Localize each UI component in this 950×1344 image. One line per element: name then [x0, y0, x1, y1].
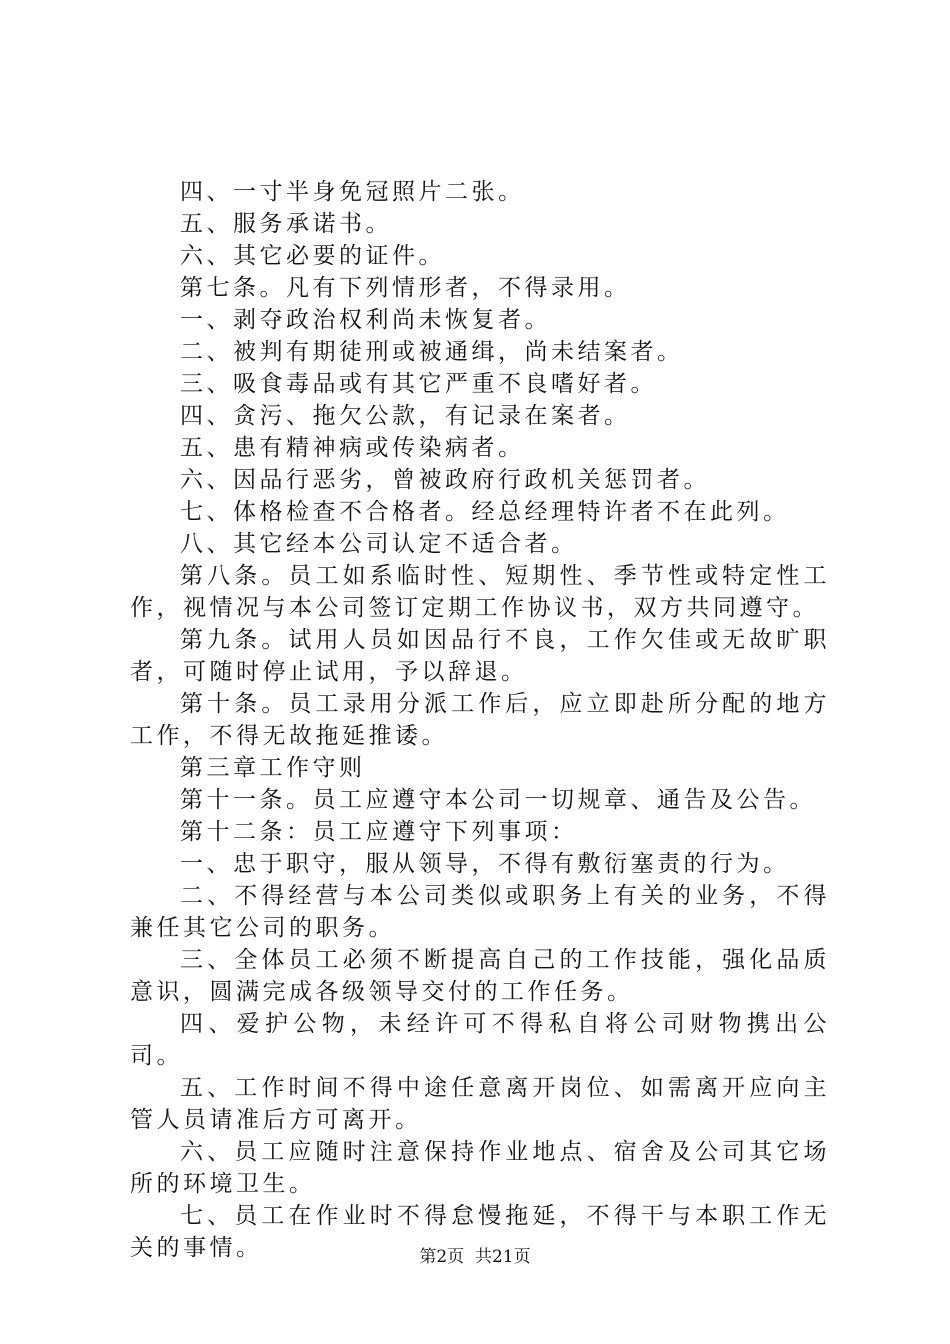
paragraph: 四、贪污、拖欠公款，有记录在案者。 [180, 403, 631, 429]
paragraph: 第七条。凡有下列情形者，不得录用。 [180, 275, 631, 301]
paragraph: 五、服务承诺书。 [180, 211, 392, 237]
paragraph: 三、全体员工必须不断提高自己的工作技能，强化品质意识，圆满完成各级领导交付的工作任务。 [130, 947, 830, 1005]
page-number-footer: 第2页 共21页 [419, 1247, 531, 1267]
chapter-heading: 第三章工作守则 [180, 755, 366, 781]
paragraph: 第九条。试用人员如因品行不良，工作欠佳或无故旷职者，可随时停止试用，予以辞退。 [130, 627, 830, 685]
paragraph: 第十条。员工录用分派工作后，应立即赴所分配的地方工作，不得无故拖延推诿。 [130, 691, 830, 749]
paragraph: 五、患有精神病或传染病者。 [180, 435, 525, 461]
document-body [130, 176, 830, 1264]
paragraph: 六、其它必要的证件。 [180, 243, 445, 269]
paragraph: 五、工作时间不得中途任意离开岗位、如需离开应向主管人员请准后方可离开。 [130, 1075, 830, 1133]
paragraph: 四、一寸半身免冠照片二张。 [180, 179, 525, 205]
paragraph: 七、员工在作业时不得怠慢拖延，不得干与本职工作无关的事情。 [130, 1203, 830, 1261]
paragraph: 第十二条：员工应遵守下列事项： [180, 819, 578, 845]
paragraph: 六、因品行恶劣，曾被政府行政机关惩罚者。 [180, 467, 710, 493]
paragraph: 第八条。员工如系临时性、短期性、季节性或特定性工作，视情况与本公司签订定期工作协议书，双方共同遵守。 [130, 563, 830, 621]
paragraph: 二、不得经营与本公司类似或职务上有关的业务，不得兼任其它公司的职务。 [130, 883, 830, 941]
paragraph: 六、员工应随时注意保持作业地点、宿舍及公司其它场所的环境卫生。 [130, 1139, 830, 1197]
paragraph: 一、剥夺政治权利尚未恢复者。 [180, 307, 551, 333]
paragraph: 三、吸食毒品或有其它严重不良嗜好者。 [180, 371, 657, 397]
paragraph: 第十一条。员工应遵守本公司一切规章、通告及公告。 [180, 787, 816, 813]
paragraph: 二、被判有期徒刑或被通缉，尚未结案者。 [180, 339, 684, 365]
paragraph: 四、爱护公物，未经许可不得私自将公司财物携出公司。 [130, 1011, 830, 1069]
paragraph: 八、其它经本公司认定不适合者。 [180, 531, 578, 557]
paragraph: 七、体格检查不合格者。经总经理特许者不在此列。 [180, 499, 790, 525]
paragraph: 一、忠于职守，服从领导，不得有敷衍塞责的行为。 [180, 851, 790, 877]
